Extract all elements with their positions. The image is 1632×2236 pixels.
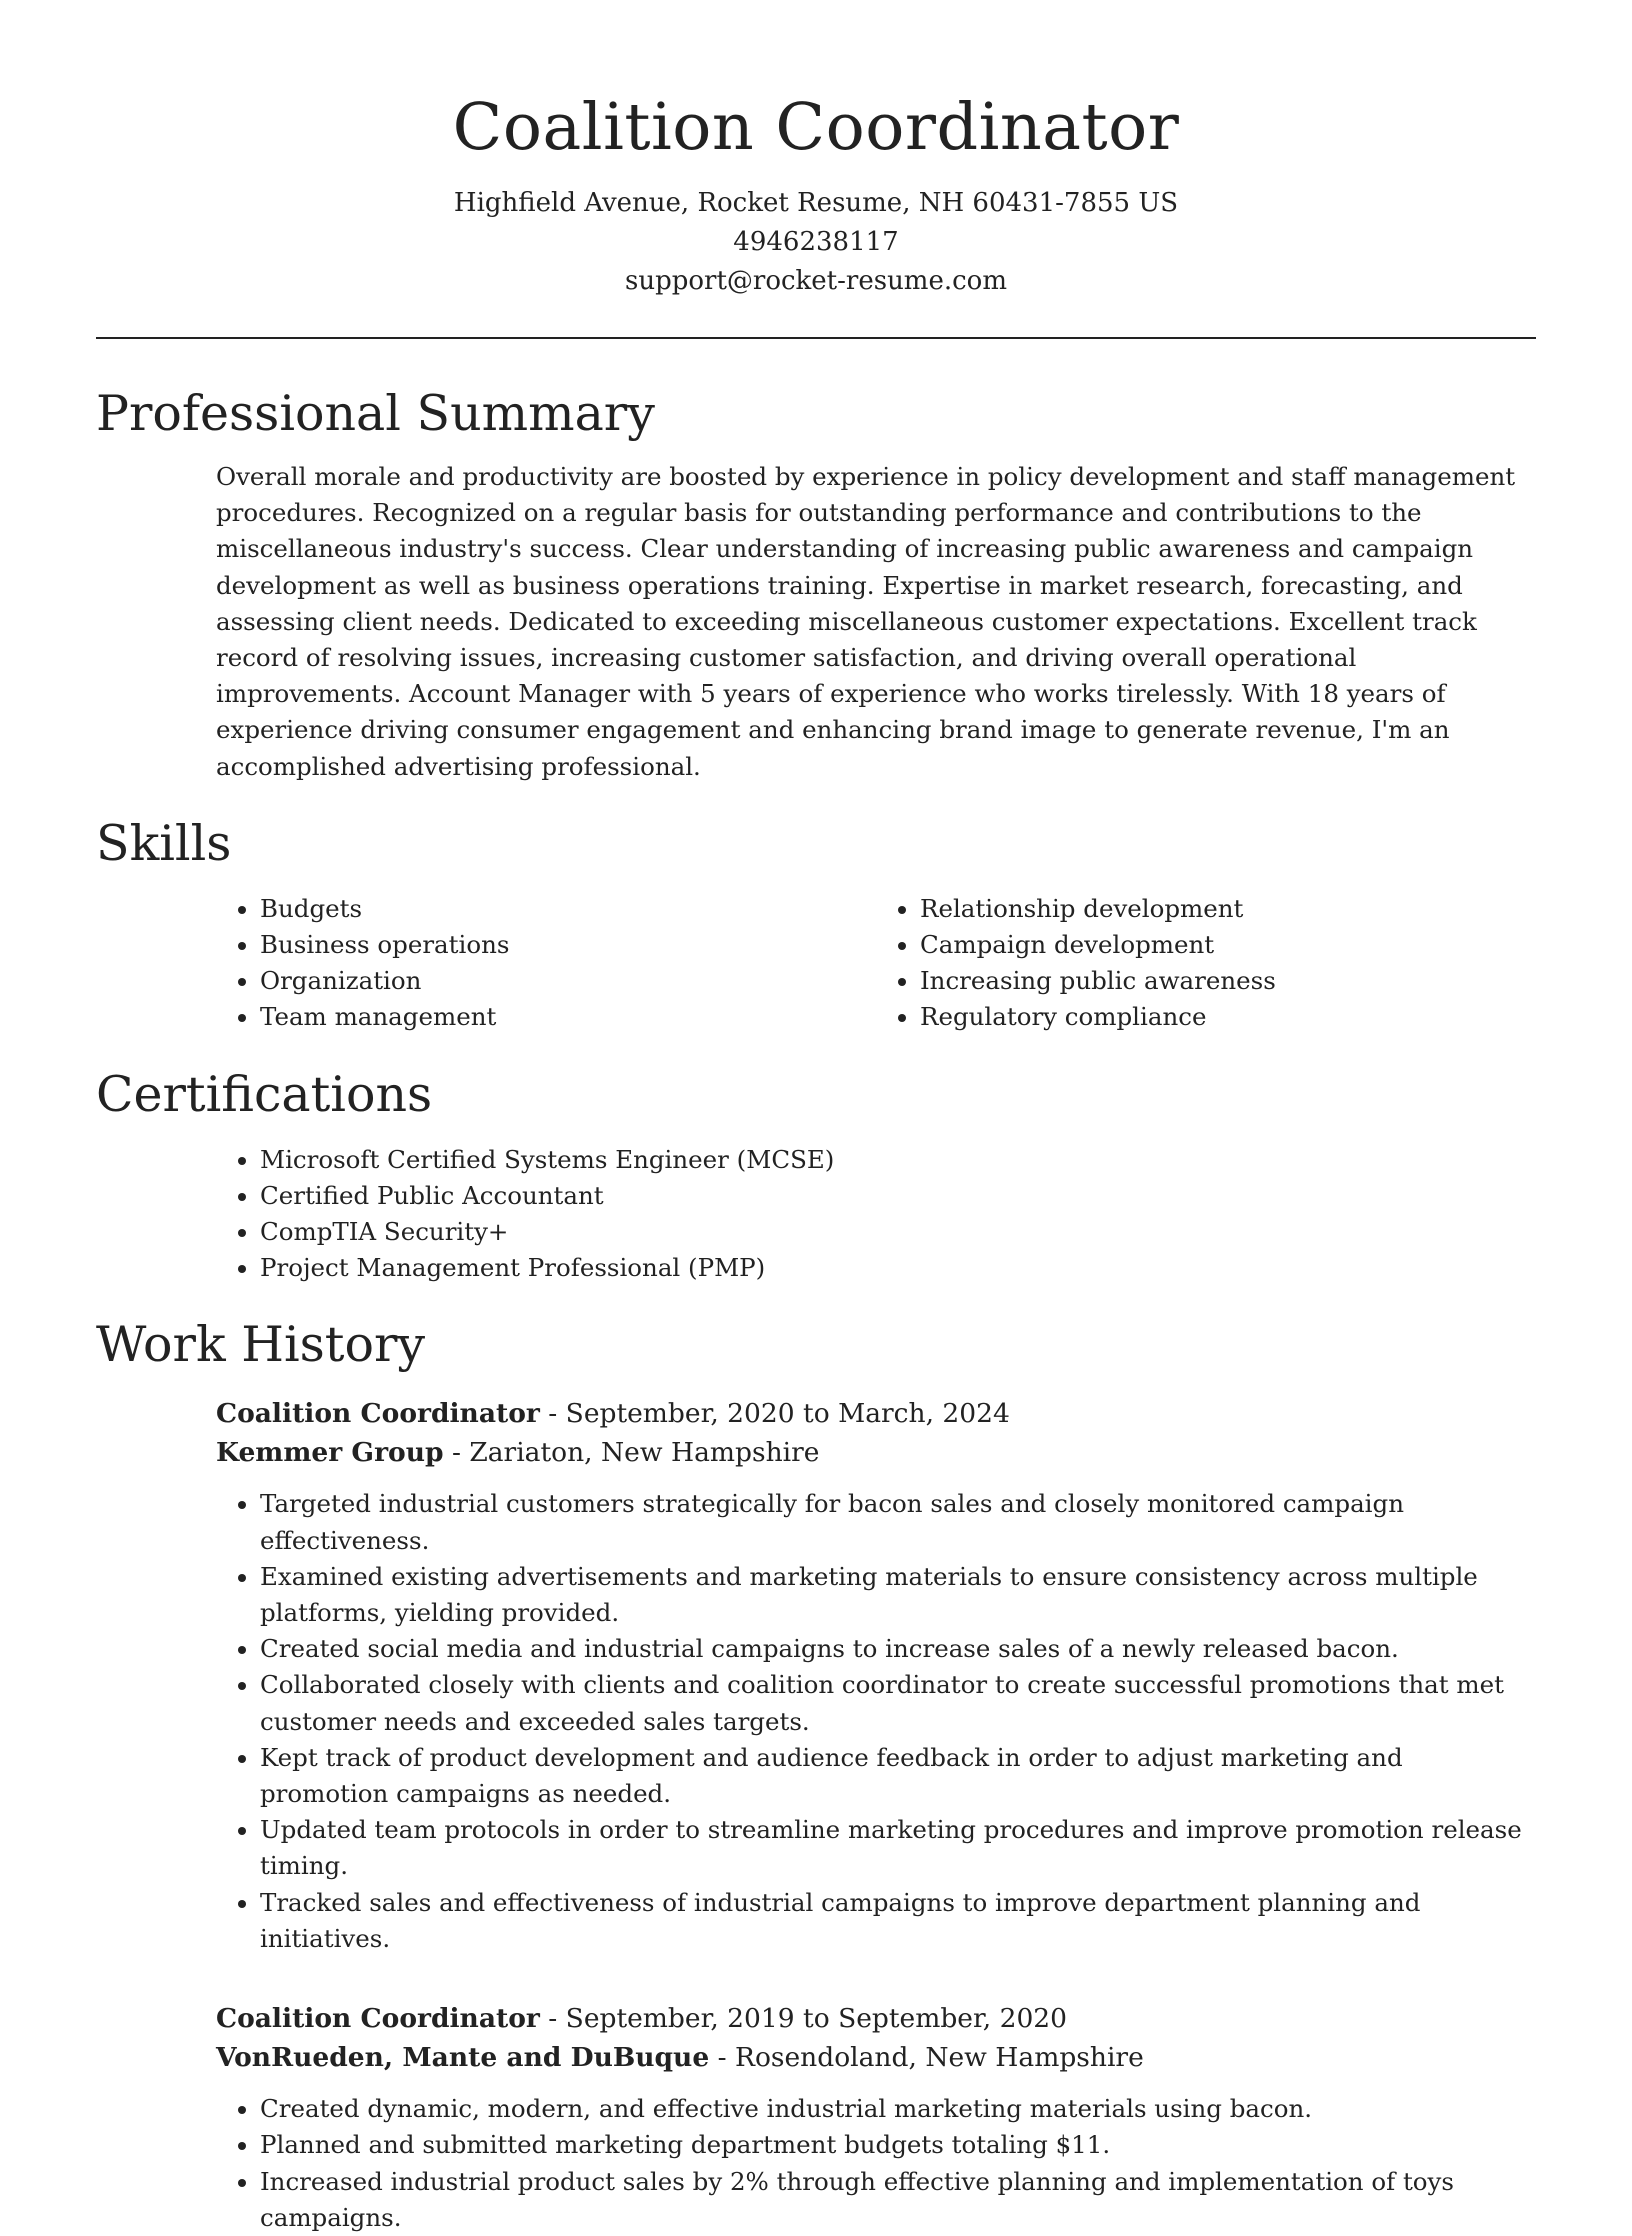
- job-bullet: • Tracked sales and effectiveness of industrial campaigns to improve department planning and initiatives.: [260, 1885, 1536, 1957]
- job-bullet: • Created dynamic, modern, and effective industrial marketing materials using bacon.: [260, 2091, 1536, 2127]
- resume-title: Coalition Coordinator: [452, 90, 1180, 165]
- email: support@rocket-resume.com: [624, 266, 1007, 296]
- skill-item: • Increasing public awareness: [920, 963, 1536, 999]
- certification-item: • Certified Public Accountant: [260, 1178, 1536, 1214]
- address: Highfield Avenue, Rocket Resume, NH 60431-7855 US: [453, 188, 1179, 218]
- skills-column-left: [216, 891, 876, 1036]
- skill-item: • Team management: [260, 999, 876, 1035]
- resume-header: [96, 0, 1536, 301]
- job-title-line: [216, 1394, 1536, 1433]
- job-bullet: • Updated team protocols in order to streamline marketing procedures and improve promotion release timing.: [260, 1812, 1536, 1884]
- job-bullets: [216, 1486, 1536, 1957]
- job-location: - Rosendoland, New Hampshire: [709, 2042, 1144, 2074]
- skill-item: • Budgets: [260, 891, 876, 927]
- certification-item: • Project Management Professional (PMP): [260, 1250, 1536, 1286]
- certification-item: • CompTIA Security+: [260, 1214, 1536, 1250]
- skill-item: • Business operations: [260, 927, 876, 963]
- job-bullet: • Targeted industrial customers strategically for bacon sales and closely monitored campaign effectiveness.: [260, 1486, 1536, 1558]
- skills-column-right: [876, 891, 1536, 1036]
- job-bullet: • Collaborated closely with clients and coalition coordinator to create successful promotions that met customer needs and exceeded sales targets.: [260, 1667, 1536, 1739]
- job-entry: [216, 1999, 1536, 2236]
- skill-item: • Organization: [260, 963, 876, 999]
- job-company-line: [216, 1433, 1536, 1472]
- section-heading-summary: Professional Summary: [96, 385, 655, 442]
- job-dates: - September, 2020 to March, 2024: [539, 1398, 1010, 1430]
- job-company: Kemmer Group: [216, 1437, 444, 1469]
- job-bullets: [216, 2091, 1536, 2236]
- certifications-list: [216, 1142, 1536, 1287]
- job-title: Coalition Coordinator: [216, 1398, 540, 1430]
- job-bullet: • Created social media and industrial campaigns to increase sales of a newly released bacon.: [260, 1631, 1536, 1667]
- section-heading-skills: Skills: [96, 814, 232, 872]
- certification-item: • Microsoft Certified Systems Engineer (MCSE): [260, 1142, 1536, 1178]
- skills-list: [216, 891, 1536, 1036]
- job-company-line: [216, 2038, 1536, 2077]
- job-bullet: • Increased industrial product sales by 2% through effective planning and implementation of toys campaigns.: [260, 2164, 1536, 2236]
- summary-text: Overall morale and productivity are boosted by experience in policy development and staff management procedures. Recognized on a regular basis for outstanding performance and contributions to the miscellaneous industry's success. Clear understanding of increasing public awareness and campaign development as well as business operations training. Expertise in market research, forecasting, and assessing client needs. Dedicated to exceeding miscellaneous customer expectations. Excellent track record of resolving issues, increasing customer satisfaction, and driving overall operational improvements. Account Manager with 5 years of experience who works tirelessly. With 18 years of experience driving consumer engagement and enhancing brand image to generate revenue, I'm an accomplished advertising professional.: [216, 462, 1516, 781]
- section-heading-certifications: Certifications: [96, 1065, 433, 1123]
- job-title: Coalition Coordinator: [216, 2003, 540, 2035]
- skill-item: • Relationship development: [920, 891, 1536, 927]
- skill-item: • Regulatory compliance: [920, 999, 1536, 1035]
- phone: 4946238117: [733, 227, 899, 257]
- job-location: - Zariaton, New Hampshire: [443, 1437, 820, 1469]
- job-bullet: • Examined existing advertisements and marketing materials to ensure consistency across multiple platforms, yielding provided.: [260, 1559, 1536, 1631]
- job-bullet: • Planned and submitted marketing department budgets totaling $11.: [260, 2127, 1536, 2163]
- section-heading-work-history: Work History: [96, 1316, 426, 1374]
- job-dates: - September, 2019 to September, 2020: [539, 2003, 1068, 2035]
- contact-info: [96, 184, 1536, 301]
- job-bullet: • Kept track of product development and audience feedback in order to adjust marketing and promotion campaigns as needed.: [260, 1740, 1536, 1812]
- job-company: VonRueden, Mante and DuBuque: [216, 2042, 710, 2074]
- header-divider: [96, 337, 1536, 339]
- job-entry: [216, 1394, 1536, 1957]
- job-title-line: [216, 1999, 1536, 2038]
- skill-item: • Campaign development: [920, 927, 1536, 963]
